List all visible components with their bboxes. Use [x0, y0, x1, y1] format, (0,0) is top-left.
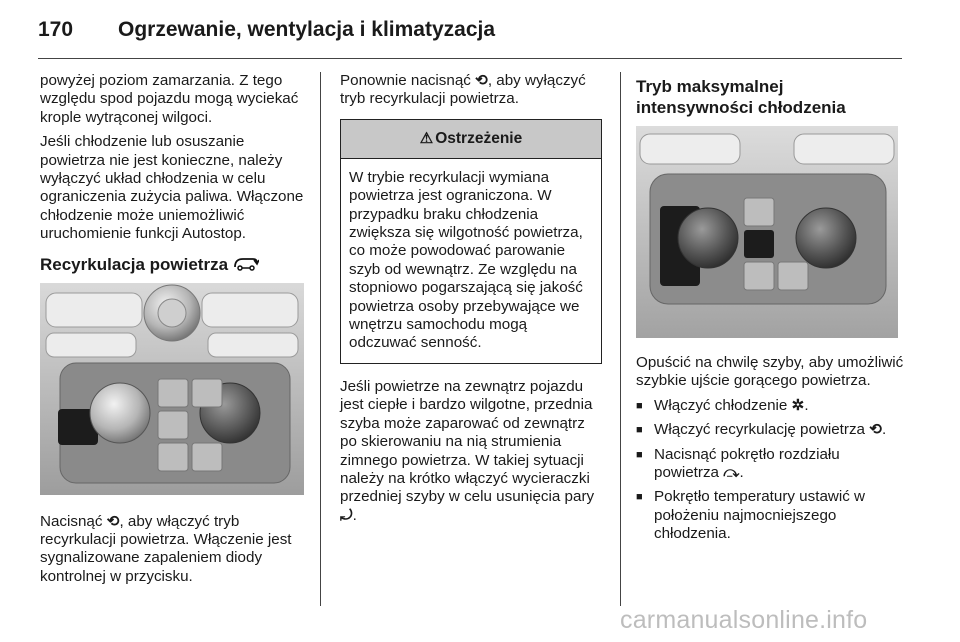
page-title: Ogrzewanie, wentylacja i klimatyzacja	[118, 18, 496, 41]
list-item: ■ Włączyć chłodzenie ✲.	[636, 397, 904, 415]
warning-box	[340, 119, 602, 364]
recirculation-icon: ⟲	[106, 512, 120, 530]
recirculation-icon: ⟲	[869, 421, 882, 439]
column-divider	[320, 72, 321, 606]
list-item: ■ Włączyć recyrkulację powietrza ⟲.	[636, 421, 904, 439]
list-item: ■ Nacisnąć pokrętło rozdziału powietrza ⤼.	[636, 446, 904, 483]
section-heading-recirculation: Recyrkulacja powietrza	[40, 254, 308, 275]
column-divider	[620, 72, 621, 606]
column-middle	[340, 72, 602, 531]
paragraph: Jeśli powietrze na zewnątrz pojazdu jest ciepłe i bardzo wilgotne, przednia szyba może zaparować od zewnątrz po skierowaniu na nią strumienia zimnego powietrza. W takiej sytuacji należy na krótko włączyć wycieraczki przedniej szyby w celu usunięcia pary ⤾.	[340, 377, 595, 524]
page-header	[38, 14, 918, 54]
recirculation-icon	[233, 257, 259, 271]
paragraph: powyżej poziom zamarzania. Z tego względu spod pojazdu mogą wyciekać krople wytrąconej wilgoci.	[40, 72, 299, 126]
warning-header: ⚠ Ostrzeżenie	[341, 120, 601, 159]
warning-text: W trybie recyrkulacji wymiana powietrza jest ograniczona. W przypadku braku chłodzenia zwiększa się wilgotność powietrza, co może powodować parowanie szyb od wewnątrz. Ze względu na stopniowo pogarszającą się jakość powietrza osoby przebywające we wnętrzu samochodu mogą odczuwać senność.	[349, 168, 583, 352]
figure-caption: Nacisnąć ⟲, aby włączyć tryb recyrkulacji powietrza. Włączenie jest sygnalizowane zapaleniem diody kontrolnej w przycisku.	[40, 512, 292, 585]
paragraph: Ponownie nacisnąć ⟲, aby wyłączyć tryb recyrkulacji powietrza.	[340, 72, 586, 108]
steps-list	[636, 397, 904, 544]
warning-triangle-icon: ⚠	[419, 129, 434, 147]
watermark: carmanualsonline.info	[620, 606, 868, 634]
header-divider	[38, 58, 902, 59]
paragraph: Jeśli chłodzenie lub osuszanie powietrza nie jest konieczne, należy wyłączyć układ chłodzenia w celu ograniczenia zużycia paliwa. Włączone chłodzenie może uniemożliwić uruchomienie funkcji Autostop.	[40, 133, 304, 243]
page-number: 170	[38, 18, 74, 41]
column-left	[40, 72, 308, 592]
recirculation-icon: ⟲	[475, 72, 488, 89]
snowflake-icon: ✲	[791, 396, 805, 414]
climate-panel-photo-recirculation	[40, 283, 304, 495]
climate-panel-photo-max-cooling	[636, 126, 898, 338]
section-heading-max-cooling: Tryb maksymalnej intensywności chłodzenia	[636, 77, 846, 117]
windshield-airflow-icon: ⤼	[723, 464, 740, 482]
column-right	[636, 72, 904, 550]
wiper-icon: ⤾	[340, 506, 353, 524]
paragraph: Opuścić na chwilę szyby, aby umożliwić szybkie ujście gorącego powietrza.	[636, 354, 904, 390]
list-item: ■ Pokrętło temperatury ustawić w położeniu najmocniejszego chłodzenia.	[636, 488, 904, 543]
